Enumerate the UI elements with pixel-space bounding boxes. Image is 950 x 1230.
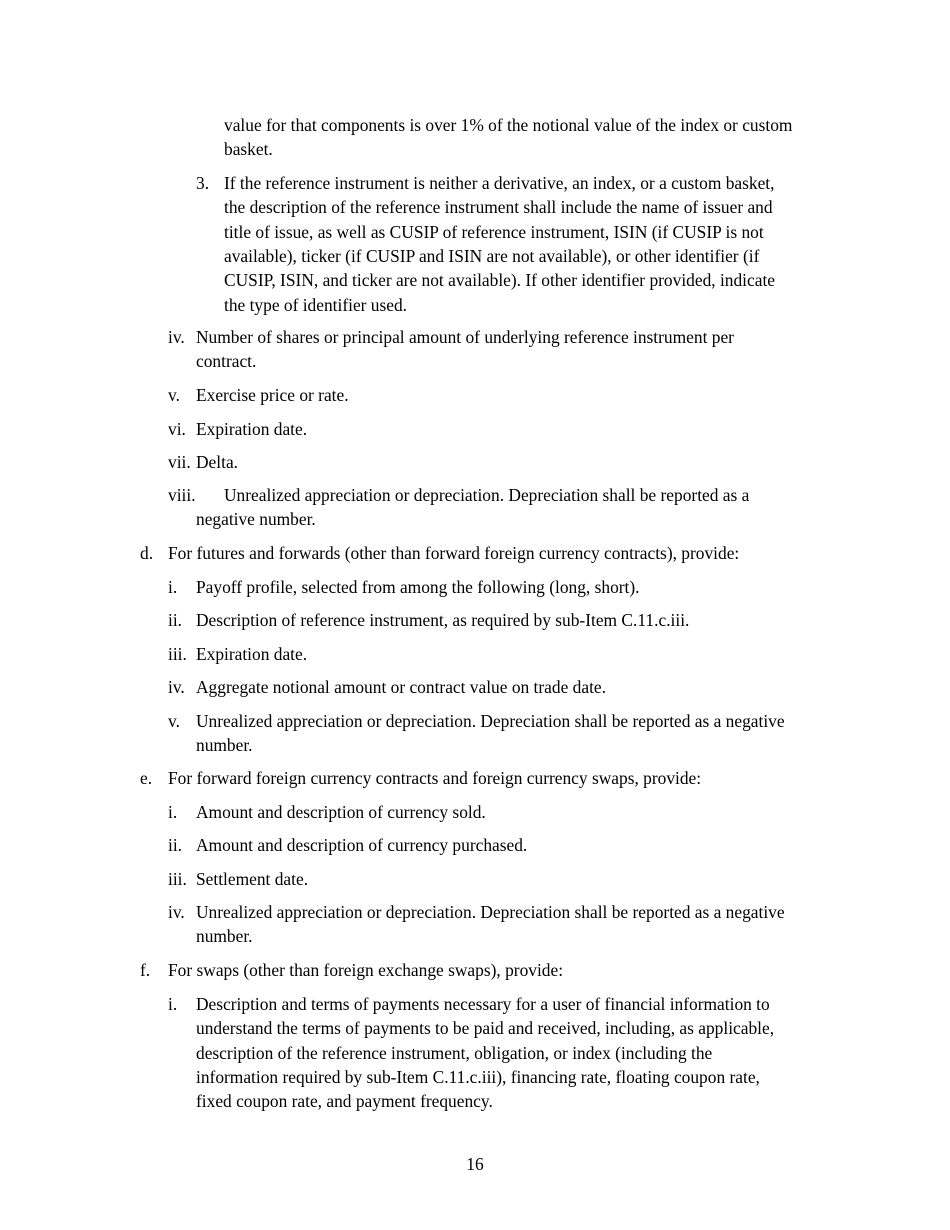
text-line: Unrealized appreciation or depreciation. Depreciation shall be reported as a negative	[196, 902, 785, 922]
text-line: Payoff profile, selected from among the following (long, short).	[196, 577, 640, 597]
list-marker: f.	[140, 960, 151, 980]
list-marker: 3.	[196, 173, 210, 193]
text-line: number.	[196, 735, 253, 756]
text-line: Amount and description of currency purchased.	[196, 835, 528, 855]
text-line: Number of shares or principal amount of underlying reference instrument per	[196, 327, 734, 347]
list-marker: iii.	[168, 869, 187, 889]
list-marker: i.	[168, 994, 178, 1014]
text-line: Description and terms of payments necessary for a user of financial information to	[196, 994, 770, 1014]
list-marker: v.	[168, 711, 180, 731]
text-line: Expiration date.	[196, 419, 308, 439]
list-marker: vi.	[168, 419, 186, 439]
list-marker: iv.	[168, 677, 185, 697]
list-marker: ii.	[168, 835, 183, 855]
text-line: available), ticker (if CUSIP and ISIN are not available), or other identifier (if	[224, 245, 760, 266]
text-line: the description of the reference instrument shall include the name of issuer and	[224, 197, 773, 218]
text-line: Amount and description of currency sold.	[196, 802, 486, 822]
text-line: description of the reference instrument, obligation, or index (including the	[196, 1042, 713, 1063]
text-line: title of issue, as well as CUSIP of reference instrument, ISIN (if CUSIP is not	[224, 221, 764, 242]
text-line: Aggregate notional amount or contract value on trade date.	[196, 677, 606, 697]
list-marker: vii.	[168, 452, 191, 472]
list-marker: d.	[140, 543, 154, 563]
text-line: Settlement date.	[196, 869, 309, 889]
text-line: basket.	[224, 139, 273, 160]
text-line: understand the terms of payments to be paid and received, including, as applicable,	[196, 1018, 775, 1039]
text-line: If the reference instrument is neither a derivative, an index, or a custom basket,	[224, 173, 775, 193]
text-line: For futures and forwards (other than forward foreign currency contracts), provide:	[168, 543, 740, 563]
list-marker: e.	[140, 768, 153, 788]
text-line: contract.	[196, 351, 257, 372]
text-line: Exercise price or rate.	[196, 385, 349, 405]
list-marker: iv.	[168, 327, 185, 347]
text-line: Expiration date.	[196, 644, 308, 664]
text-line: For swaps (other than foreign exchange swaps), provide:	[168, 960, 564, 980]
list-marker: i.	[168, 802, 178, 822]
text-line: negative number.	[196, 509, 316, 530]
text-line: CUSIP, ISIN, and ticker are not available). If other identifier provided, indicate	[224, 270, 776, 291]
page-number: 16	[466, 1154, 484, 1174]
text-line: value for that components is over 1% of the notional value of the index or custom	[224, 115, 793, 135]
list-marker: iv.	[168, 902, 185, 922]
text-line: the type of identifier used.	[224, 294, 408, 315]
text-line: Delta.	[196, 452, 239, 472]
list-marker: v.	[168, 385, 180, 405]
text-line: information required by sub-Item C.11.c.iii), financing rate, floating coupon rate,	[196, 1066, 760, 1087]
text-line: Description of reference instrument, as required by sub-Item C.11.c.iii.	[196, 610, 690, 630]
list-marker: iii.	[168, 644, 187, 664]
list-marker: viii.	[168, 485, 196, 505]
text-line: number.	[196, 926, 253, 947]
text-line: For forward foreign currency contracts and foreign currency swaps, provide:	[168, 768, 702, 788]
text-line: fixed coupon rate, and payment frequency.	[196, 1091, 493, 1112]
list-marker: ii.	[168, 610, 183, 630]
text-line: Unrealized appreciation or depreciation. Depreciation shall be reported as a	[224, 485, 750, 505]
text-line: Unrealized appreciation or depreciation. Depreciation shall be reported as a negative	[196, 711, 785, 731]
list-marker: i.	[168, 577, 178, 597]
